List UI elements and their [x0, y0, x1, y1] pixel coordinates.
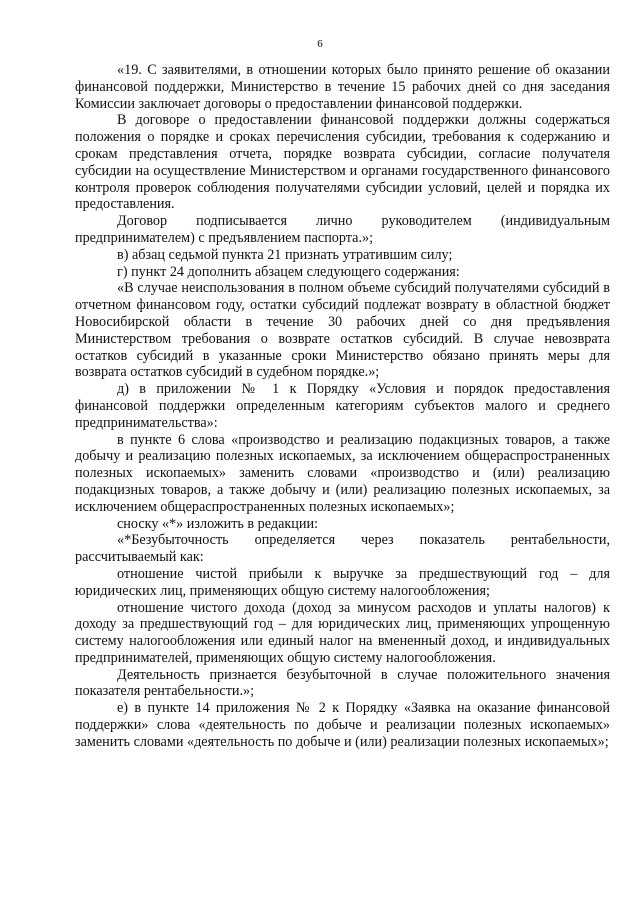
- paragraph-item-e: е) в пункте 14 приложения № 2 к Порядку «Заявка на оказание финансовой поддержки» слова «деятельность по добыче и реализации полезных ископаемых» заменить словами «деятельность по добыче и (или) реализации полезных ископаемых»;: [75, 700, 610, 750]
- paragraph-contract-signing: Договор подписывается лично руководителем (индивидуальным предпринимателем) с предъявлением паспорта.»;: [75, 213, 610, 246]
- paragraph-item-v: в) абзац седьмой пункта 21 признать утратившим силу;: [117, 246, 453, 263]
- paragraph-contract-deadline: «19. С заявителями, в отношении которых было принято решение об оказании финансовой поддержки, Министерство в течение 15 рабочих дней со дня заседания Комиссии заключает договоры о предоставлении финансовой поддержки.: [75, 62, 610, 112]
- paragraph-item-d: д) в приложении № 1 к Порядку «Условия и порядок предоставления финансовой поддержки определенным категориям субъектов малого и среднего предпринимательства»:: [75, 381, 610, 431]
- paragraph-footnote-breakeven: «*Безубыточность определяется через показатель рентабельности, рассчитываемый как:: [75, 532, 610, 566]
- paragraph-contract-provisions: В договоре о предоставлении финансовой поддержки должны содержаться положения о порядке и сроках перечисления субсидии, требования к содержанию и срокам представления отчета, порядке возврата субсидии, согласие получателя субсидии на осуществление Министерством и органами государственного финансового контроля проверок соблюдения получателями субсидии условий, целей и порядка их предоставления.: [75, 112, 610, 213]
- paragraph-subsidy-return: «В случае неиспользования в полном объеме субсидий получателями субсидий в отчетном финансовом году, остатки субсидий подлежат возврату в областной бюджет Новосибирской области в течение 30 рабочих дней со дня предъявления Министерством требования о возврате остатков субсидий. В случае невозврата остатков субсидий в указанные сроки Министерство обязано принять меры для возврата остатков субсидий в судебном порядке.»;: [75, 280, 610, 381]
- paragraph-footnote-intro: сноску «*» изложить в редакции:: [117, 515, 319, 532]
- document-body: [75, 62, 610, 751]
- paragraph-point-6-replacement: в пункте 6 слова «производство и реализацию подакцизных товаров, а также добычу и реализацию полезных ископаемых, за исключением общераспространенных полезных ископаемых» заменить словами «производство и (или) реализацию подакцизных товаров, а также добычу и (или) реализацию полезных ископаемых, за исключением общераспространенных полезных ископаемых»;: [75, 431, 610, 515]
- paragraph-profitability-general: отношение чистой прибыли к выручке за предшествующий год – для юридических лиц, применяющих общую систему налогообложения;: [75, 565, 610, 599]
- page-number: 6: [317, 38, 323, 50]
- paragraph-profitability-simplified: отношение чистого дохода (доход за минусом расходов и уплаты налогов) к доходу за предшествующий год – для юридических лиц, применяющих упрощенную систему налогообложения или единый налог на вмененный доход, и индивидуальных предпринимателей, применяющих общую систему налогообложения.: [75, 599, 610, 666]
- paragraph-breakeven-definition: Деятельность признается безубыточной в случае положительного значения показателя рентабельности.»;: [75, 666, 610, 700]
- paragraph-item-g: г) пункт 24 дополнить абзацем следующего содержания:: [117, 263, 460, 280]
